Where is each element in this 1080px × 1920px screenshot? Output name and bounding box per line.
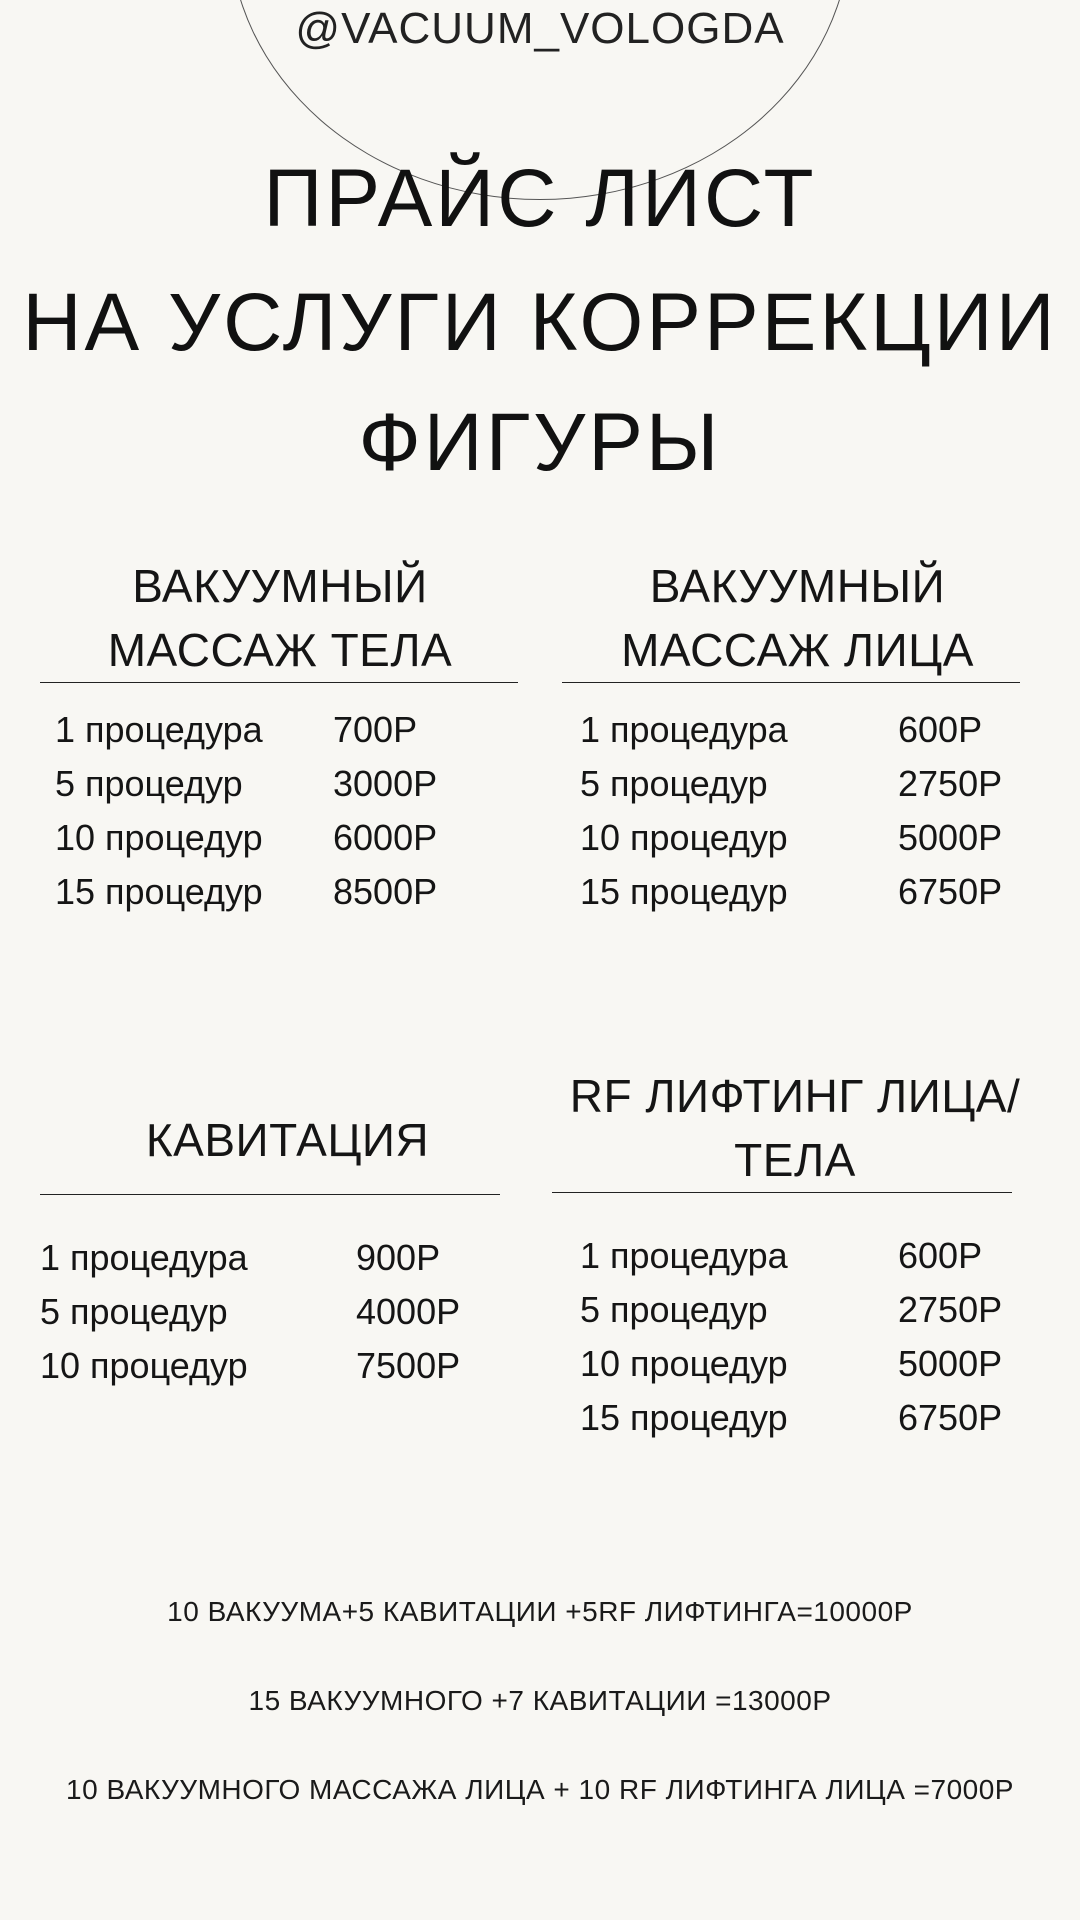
- row-price: 700Р: [333, 709, 418, 750]
- row-qty: 10 процедур: [55, 817, 263, 858]
- section-heading-body-vacuum: [40, 554, 520, 682]
- row-qty: 15 процедур: [580, 1397, 788, 1438]
- row-price: 6750Р: [898, 871, 1003, 912]
- row-qty: 1 процедура: [580, 709, 788, 750]
- instagram-handle: @VACUUM_VOLOGDA: [295, 4, 785, 53]
- row-qty: 10 процедур: [580, 817, 788, 858]
- row-price: 2750Р: [898, 763, 1003, 804]
- section-heading-line: ВАКУУМНЫЙ: [649, 560, 946, 612]
- row-price: 8500Р: [333, 871, 438, 912]
- row-price: 7500Р: [356, 1345, 461, 1386]
- page-title-line-2: НА УСЛУГИ КОРРЕКЦИИ: [22, 277, 1058, 368]
- row-price: 6750Р: [898, 1397, 1003, 1438]
- row-qty: 1 процедура: [580, 1235, 788, 1276]
- row-qty: 10 процедур: [40, 1345, 248, 1386]
- section-divider: [562, 682, 1020, 683]
- row-qty: 15 процедур: [55, 871, 263, 912]
- section-divider: [40, 1194, 500, 1195]
- section-heading-line: МАССАЖ ЛИЦА: [621, 624, 974, 676]
- row-price: 2750Р: [898, 1289, 1003, 1330]
- section-heading-line: ТЕЛА: [734, 1134, 856, 1186]
- section-heading-line: ВАКУУМНЫЙ: [132, 560, 428, 612]
- row-price: 900Р: [356, 1237, 441, 1278]
- row-qty: 10 процедур: [580, 1343, 788, 1384]
- row-qty: 5 процедур: [40, 1291, 228, 1332]
- row-qty: 5 процедур: [580, 763, 768, 804]
- row-price: 6000Р: [333, 817, 438, 858]
- row-qty: 1 процедура: [55, 709, 263, 750]
- section-heading-face-vacuum: [560, 554, 1035, 682]
- section-heading-cavitation: [40, 1108, 535, 1172]
- section-heading-line: RF ЛИФТИНГ ЛИЦА/: [569, 1070, 1021, 1122]
- row-price: 5000Р: [898, 817, 1003, 858]
- combo-offer: 10 ВАКУУМА+5 КАВИТАЦИИ +5RF ЛИФТИНГА=10000Р: [167, 1596, 913, 1627]
- page-title-line-3: ФИГУРЫ: [358, 397, 722, 488]
- section-divider: [552, 1192, 1012, 1193]
- section-heading-rf-lifting: [555, 1064, 1035, 1192]
- row-price: 600Р: [898, 709, 983, 750]
- row-qty: 1 процедура: [40, 1237, 248, 1278]
- row-price: 5000Р: [898, 1343, 1003, 1384]
- row-price: 600Р: [898, 1235, 983, 1276]
- section-heading-line: МАССАЖ ТЕЛА: [107, 624, 453, 676]
- combo-offer: 15 ВАКУУМНОГО +7 КАВИТАЦИИ =13000Р: [248, 1685, 832, 1716]
- row-qty: 5 процедур: [55, 763, 243, 804]
- section-heading-line: КАВИТАЦИЯ: [145, 1114, 430, 1166]
- row-qty: 5 процедур: [580, 1289, 768, 1330]
- section-divider: [40, 682, 518, 683]
- page-title-line-1: ПРАЙС ЛИСТ: [263, 153, 817, 244]
- row-price: 4000Р: [356, 1291, 461, 1332]
- row-qty: 15 процедур: [580, 871, 788, 912]
- row-price: 3000Р: [333, 763, 438, 804]
- combo-offer: 10 ВАКУУМНОГО МАССАЖА ЛИЦА + 10 RF ЛИФТИНГА ЛИЦА =7000Р: [66, 1774, 1014, 1805]
